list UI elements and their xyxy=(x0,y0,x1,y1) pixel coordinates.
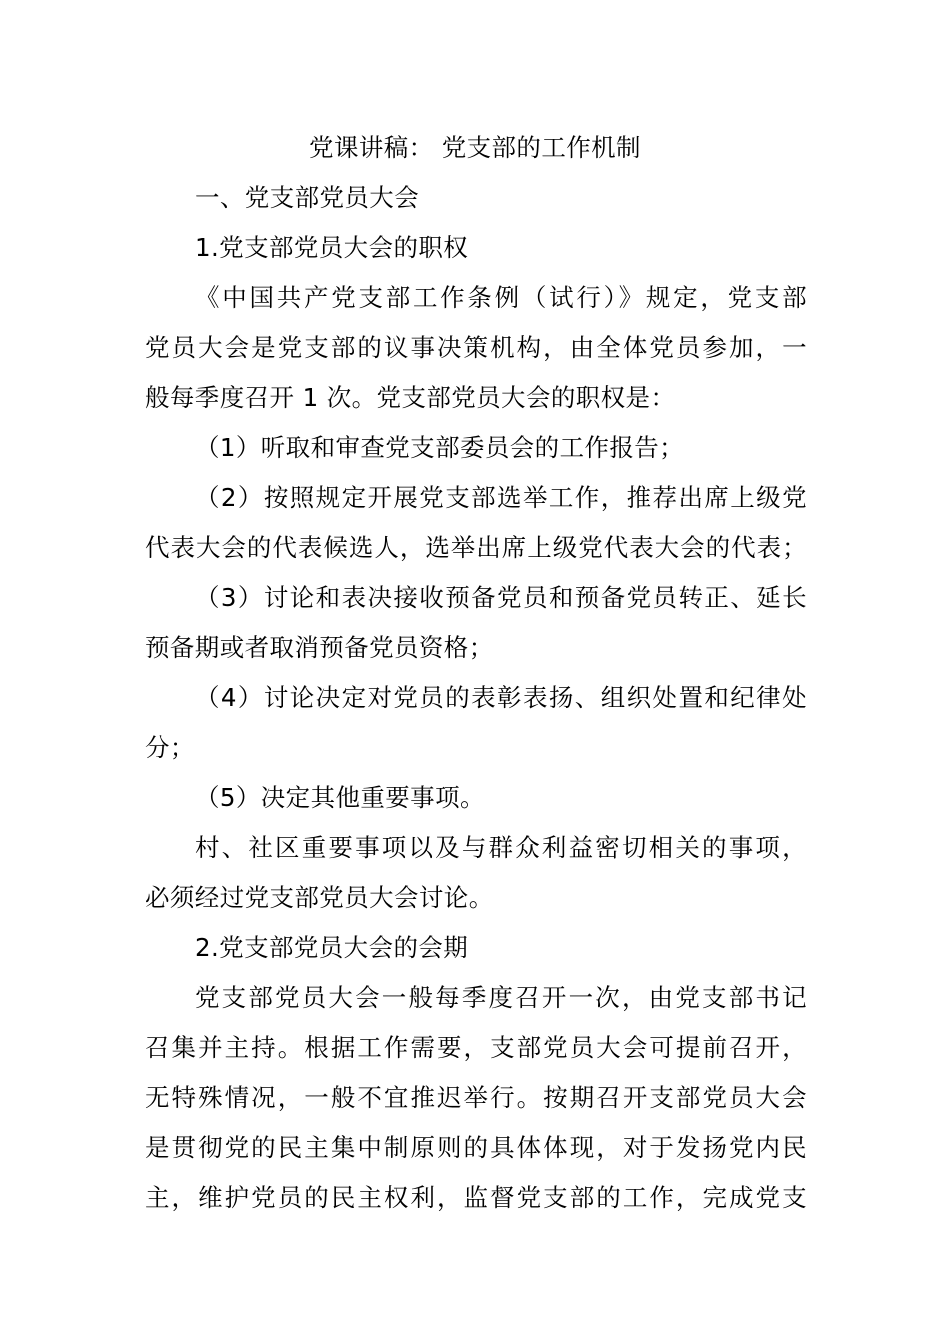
paragraph-line: 般每季度召开 1 次。党支部党员大会的职权是： xyxy=(145,383,676,412)
paragraph-line: 无特殊情况，一般不宜推迟举行。按期召开支部党员大会 xyxy=(145,1083,807,1112)
section-heading: 一、党支部党员大会 xyxy=(195,183,420,212)
subsection-heading: 1.党支部党员大会的职权 xyxy=(195,233,469,262)
list-item-continuation: 分； xyxy=(145,733,195,762)
paragraph-line: 召集并主持。根据工作需要，支部党员大会可提前召开， xyxy=(145,1033,807,1062)
list-item: （5）决定其他重要事项。 xyxy=(195,783,485,812)
list-item: （1）听取和审查党支部委员会的工作报告； xyxy=(195,433,685,462)
document-title: 党课讲稿： 党支部的工作机制 xyxy=(309,133,641,162)
list-item-continuation: 预备期或者取消预备党员资格； xyxy=(145,633,494,662)
paragraph-line: 党员大会是党支部的议事决策机构，由全体党员参加，一 xyxy=(145,333,807,362)
paragraph-line: 党支部党员大会一般每季度召开一次，由党支部书记 xyxy=(195,983,807,1012)
paragraph-line: 是贯彻党的民主集中制原则的具体体现，对于发扬党内民 xyxy=(145,1133,807,1162)
list-item: （2）按照规定开展党支部选举工作，推荐出席上级党 xyxy=(195,483,807,512)
list-item-continuation: 代表大会的代表候选人，选举出席上级党代表大会的代表； xyxy=(145,533,807,562)
paragraph-line: 村、社区重要事项以及与群众利益密切相关的事项， xyxy=(195,833,807,862)
paragraph-line: 主，维护党员的民主权利，监督党支部的工作，完成党支 xyxy=(145,1183,807,1212)
paragraph-line: 必须经过党支部党员大会讨论。 xyxy=(145,883,494,912)
list-item: （4）讨论决定对党员的表彰表扬、组织处置和纪律处 xyxy=(195,683,807,712)
paragraph-line: 《中国共产党支部工作条例（试行）》规定，党支部 xyxy=(195,283,807,312)
subsection-heading: 2.党支部党员大会的会期 xyxy=(195,933,469,962)
list-item: （3）讨论和表决接收预备党员和预备党员转正、延长 xyxy=(195,583,807,612)
